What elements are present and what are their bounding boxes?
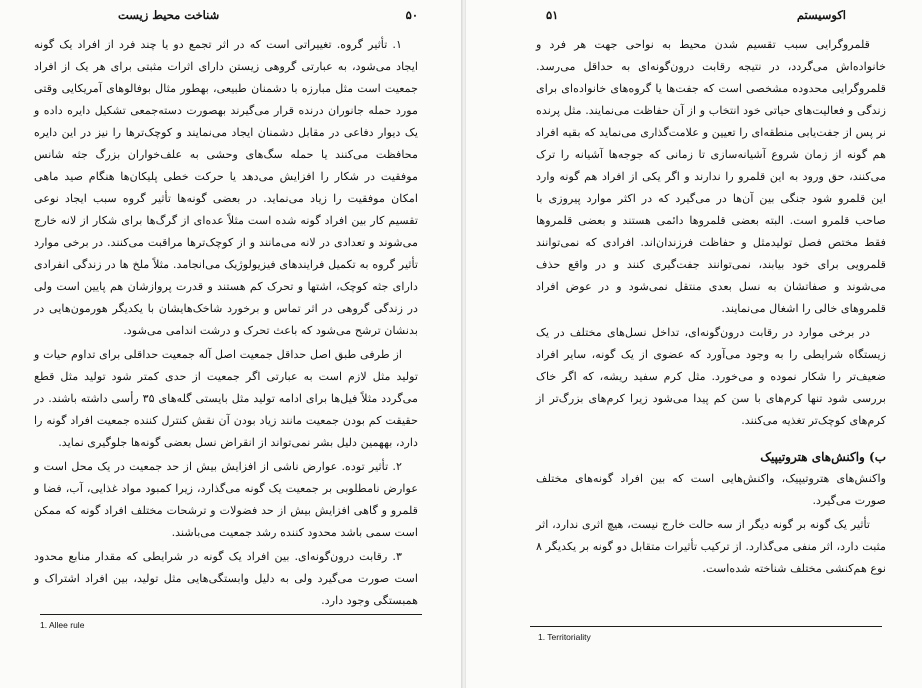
left-footnote: 1. Allee rule <box>40 620 85 630</box>
section-title-heterotypic: ب) واکنش‌های هتروتیپیک <box>760 450 886 464</box>
left-page-running-title: شناخت محیط زیست <box>118 8 220 22</box>
paragraph-heterotypic-effects: تأثیر یک گونه بر گونه دیگر از سه حالت خارج نیست، هیچ اثری ندارد، اثر مثبت دارد، اثر منفی می‌گذارد. از ترکیب تأثیرات متقابل دو گونه بر یکدیگر ۸ نوع هم‌کنشی مختلف شناخته شده‌است. <box>536 518 886 575</box>
paragraph-cannibalism: در برخی موارد در رقابت درون‌گونه‌ای، تداخل نسل‌های مختلف در یک زیستگاه شرایطی را به وجود می‌آورد که عضوی از یک گونه، سایر افراد ضعیف‌تر را شکار نموده و می‌خورد. مثل کرم سفید ریشه، که اگر خاک بررسی شود تنها کرم‌های با سن کم پیدا می‌شود زیرا کرم‌های بزرگ‌تر از کرم‌های کوچک‌تر تغذیه می‌کنند. <box>536 326 886 427</box>
paragraph-mass-effect: ۲. تأثیر توده. عوارض ناشی از افزایش بیش از حد جمعیت در یک محل است و عوارض نامطلوبی بر جمعیت یک گونه می‌گذارد، زیرا کمبود مواد غذایی، آب، فضا و قلمرو و گاهی افزایش بیش از حد فضولات و ترشحات مختلف افراد گونه که ممکن است سمی باشد محدود کننده رشد جمعیت می‌باشند. <box>34 460 418 539</box>
paragraph-territoriality: قلمروگرایی سبب تقسیم شدن محیط به نواحی جهت هر فرد و خانواده‌اش می‌گردد، در نتیجه رقابت درون‌گونه‌ای به حداقل می‌رسد. قلمروگرایی محدوده مشخصی است که جفت‌ها یا گروه‌های خانواده‌ای برای زندگی و فعالیت‌های حیاتی خود انتخاب و از آن حفاظت می‌نمایند. مثل پرنده نر پس از جفت‌یابی منطقه‌ای را تعیین و علامت‌گذاری می‌نماید که بقیه افراد هم گونه از زمان شروع آشیانه‌سازی تا زمانی که جوجه‌ها آشیانه را ترک می‌کنند، حق ورود به این قلمرو را ندارند و اگر یکی از افراد هم گونه وارد این قلمرو شود جنگی بین آن‌ها در می‌گیرد که در اکثر موارد پیروزی با صاحب قلمرو است. البته بعضی قلمروها دائمی هستند و بعضی قلمروها فقط مختص فصل تولیدمثل و حفاظت فرزندان‌اند. افرادی که نمی‌توانند قلمرویی برای خود بیابند، نمی‌توانند جفت‌گیری کنند و در واقع حذف می‌شوند و صفاتشان به نسل بعدی منتقل نمی‌شود و در عوض افراد قلمروهای خالی را اشغال می‌نمایند. <box>536 38 886 315</box>
paragraph-allee-rule: از طرفی طبق اصل حداقل جمعیت اصل آله جمعیت حداقلی برای تداوم حیات و تولید مثل لازم است به عبارتی اگر جمعیت از حدی کمتر شود تولید مثل قطع می‌گردد مثلاً فیل‌ها برای ادامه تولید مثل بایستی گله‌های ۳۵ رأسی داشته باشند. در حقیقت کم بودن جمعیت مانند زیاد بودن آن نقش کنترل کننده جمعیت افراد گونه را دارد، بههمین دلیل بشر نمی‌تواند از انقراض نسل بعضی گونه‌ها جلوگیری نماید. <box>34 348 419 449</box>
right-page-running-title: اکوسیستم <box>796 8 846 22</box>
left-page-body <box>34 34 418 614</box>
footnote-divider-right <box>530 626 882 627</box>
right-page <box>466 0 922 688</box>
left-page-number: ۵۰ <box>405 8 418 22</box>
right-page-header <box>546 6 846 24</box>
footnote-divider <box>40 614 422 615</box>
right-footnote: 1. Territoriality <box>538 632 591 642</box>
paragraph-intraspecific-competition: ۳. رقابت درون‌گونه‌ای. بین افراد یک گونه در شرایطی که مقدار منابع محدود است صورت می‌گیرد ولی به دلیل وابستگی‌هایی مثل تولید، بین افراد اشتراک و همبستگی وجود دارد. <box>34 550 418 607</box>
left-page-header <box>118 6 418 24</box>
paragraph-heterotypic-definition: واکنش‌های هتروتیپیک، واکنش‌هایی است که بین افراد گونه‌های مختلف صورت می‌گیرد. <box>536 472 886 507</box>
right-page-number: ۵۱ <box>546 8 559 22</box>
right-page-body <box>536 34 886 582</box>
paragraph-group-effect: ۱. تأثیر گروه. تغییراتی است که در اثر تجمع دو یا چند فرد از افراد یک گونه ایجاد می‌شود، به عبارتی گروهی زیستن دارای اثرات مثبتی برای هر یک از افراد جمعیت است مثل مبارزه با دشمنان طبیعی، بهطور مثال بوفالوهای آمریکایی وقتی مورد حمله جانوران درنده قرار می‌گیرند بهصورت دسته‌جمعی تشکیل دایره داده و یک دیوار دفاعی در مقابل دشمنان ایجاد می‌نمایند و کوچک‌ترها را نیز در این دایره محافظت می‌کنند یا حمله سگ‌های وحشی به علف‌خواران بزرگ جثه شانس موفقیت در شکار را افزایش می‌دهد یا حرکت خطی پلیکان‌ها هنگام صید ماهی امکان موفقیت را زیاد می‌نماید. در بعضی گونه‌ها تأثیر گروه سبب ایجاد نوعی تقسیم کار بین افراد گونه شده است مثلاً عده‌ای از گرگ‌ها برای شکار از لانه خارج می‌شوند و تعدادی در لانه می‌مانند و از کوچک‌ترها مراقبت می‌کنند. در برخی موارد تأثیر گروه به تکمیل فرایندهای فیزیولوژیک می‌انجامد. مثلاً ملخ ها در زندگی انفرادی دارای جثه کوچک، اشتها و تحرک کم هستند و قدرت پروازشان هم پایین است ولی در زندگی گروهی در اثر تماس و برخورد شاخک‌هایشان با یکدیگر هورمون‌هایی در بدنشان ترشح می‌شود که باعث تحرک و درشت اندامی می‌شود. <box>34 38 418 337</box>
